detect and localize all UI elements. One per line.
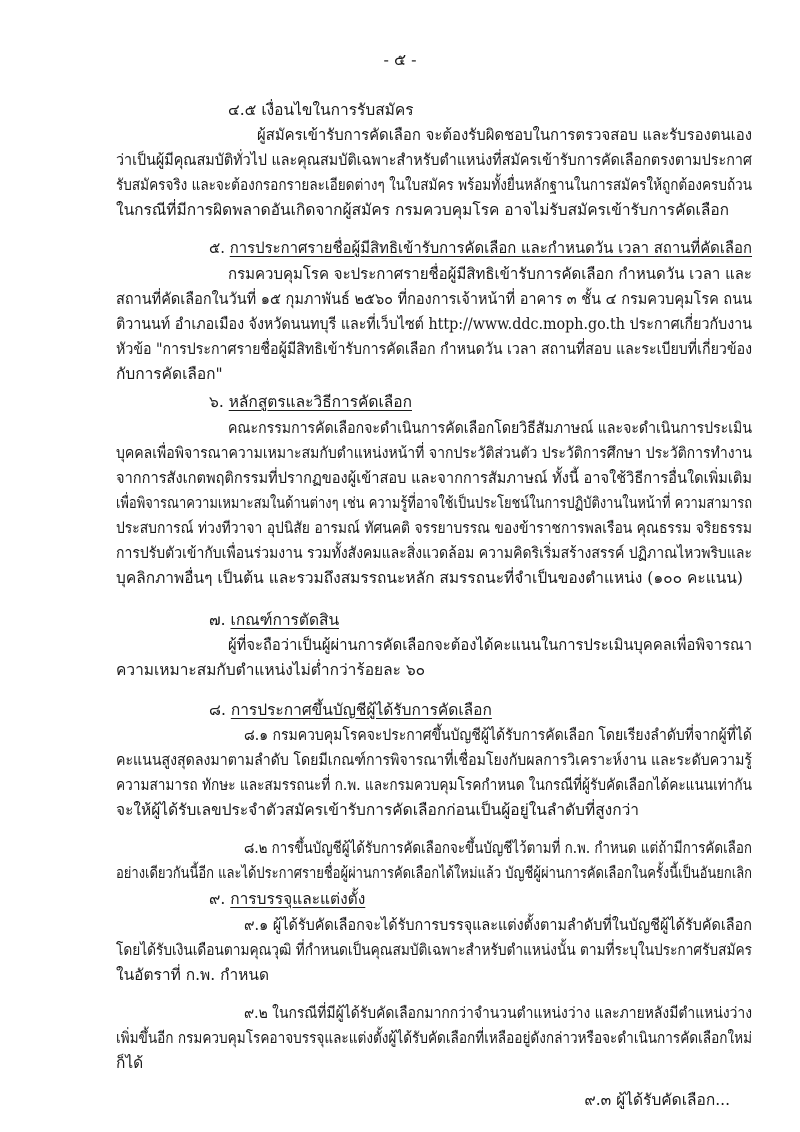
section-5-title: การประกาศรายชื่อผู้มีสิทธิเข้ารับการคัดเลือก และกำหนดวัน เวลา สถานที่คัดเลือก xyxy=(229,239,753,257)
section-9-2-line: เพิ่มขึ้นอีก กรมควบคุมโรคอาจบรรจุและแต่งตั้งผู้ได้รับคัดเลือกที่เหลืออยู่ดังกล่าวหรือจะดำเนินการคัดเลือกใหม่ xyxy=(116,1029,753,1047)
section-9-1-line: ในอัตราที่ ก.พ. กำหนด xyxy=(116,966,270,984)
section-8-1-line: ความสามารถ ทักษะ และสมรรถนะที่ ก.พ. และกรมควบคุมโรคกำหนด ในกรณีที่ผู้รับคัดเลือกได้คะแนนเท่ากัน xyxy=(116,776,753,794)
section-8-1-line: จะให้ผู้ได้รับเลขประจำตัวสมัครเข้ารับการคัดเลือกก่อนเป็นผู้อยู่ในลำดับที่สูงกว่า xyxy=(116,801,640,819)
section-7-line: ความเหมาะสมกับตำแหน่งไม่ต่ำกว่าร้อยละ ๖๐ xyxy=(116,661,426,679)
section-5-line: สถานที่คัดเลือกในวันที่ ๑๕ กุมภาพันธ์ ๒๕๖๐ ที่กองการเจ้าหน้าที่ อาคาร ๓ ชั้น ๔ กรมควบคุมโรค ถนน xyxy=(116,290,753,308)
section-6-number: ๖. xyxy=(209,393,224,411)
section-9-1-line: ๙.๑ ผู้ได้รับคัดเลือกจะได้รับการบรรจุและแต่งตั้งตามลำดับที่ในบัญชีผู้ได้รับคัดเลือก xyxy=(244,916,752,934)
section-8-2-line: อย่างเดียวกันนี้อีก และได้ประกาศรายชื่อผู้ผ่านการคัดเลือกได้ใหม่แล้ว บัญชีผู้ผ่านการคัดเลือกในครั้งนี้เป็นอันยกเลิก xyxy=(116,864,753,882)
section-5-number: ๕. xyxy=(209,239,226,257)
section-5-line: กรมควบคุมโรค จะประกาศรายชื่อผู้มีสิทธิเข้ารับการคัดเลือก กำหนดวัน เวลา และ xyxy=(228,265,752,283)
section-6-line: ประสบการณ์ ท่วงทีวาจา อุปนิสัย อารมณ์ ทัศนคติ จรรยาบรรณ ของข้าราชการพลเรือน คุณธรรม จริยธรรม xyxy=(116,519,753,537)
section-7-title: เกณฑ์การตัดสิน xyxy=(230,611,340,629)
section-7-heading xyxy=(209,608,339,632)
section-4-5-line: รับสมัครจริง และจะต้องกรอกรายละเอียดต่างๆ ในใบสมัคร พร้อมทั้งยื่นหลักฐานในการสมัครให้ถูกต้องครบถ้วน xyxy=(116,176,753,194)
section-4-5-heading: ๔.๕ เงื่อนไขในการรับสมัคร xyxy=(228,101,414,119)
section-7-line: ผู้ที่จะถือว่าเป็นผู้ผ่านการคัดเลือกจะต้องได้คะแนนในการประเมินบุคคลเพื่อพิจารณา xyxy=(228,636,753,654)
section-8-1-line: ๘.๑ กรมควบคุมโรคจะประกาศขึ้นบัญชีผู้ได้รับการคัดเลือก โดยเรียงลำดับที่จากผู้ที่ได้ xyxy=(244,726,753,744)
section-9-number: ๙. xyxy=(209,890,226,908)
section-9-2-line: ก็ได้ xyxy=(116,1054,144,1072)
section-4-5-line: ในกรณีที่มีการผิดพลาดอันเกิดจากผู้สมัคร กรมควบคุมโรค อาจไม่รับสมัครเข้ารับการคัดเลือก xyxy=(116,201,730,219)
section-9-1-line: โดยได้รับเงินเดือนตามคุณวุฒิ ที่กำหนดเป็นคุณสมบัติเฉพาะสำหรับตำแหน่งนั้น ตามที่ระบุในประกาศรับสมัคร xyxy=(116,941,752,959)
section-6-line: บุคคลเพื่อพิจารณาความเหมาะสมกับตำแหน่งหน้าที่ จากประวัติส่วนตัว ประวัติการศึกษา ประวัติการทำงาน xyxy=(116,444,753,462)
section-8-1-line: คะแนนสูงสุดลงมาตามลำดับ โดยมีเกณฑ์การพิจารณาที่เชื่อมโยงกับผลการวิเคราะห์งาน และระดับความรู้ xyxy=(116,751,752,769)
section-5-line: กับการคัดเลือก" xyxy=(116,365,223,383)
section-8-title: การประกาศขึ้นบัญชีผู้ได้รับการคัดเลือก xyxy=(230,701,492,719)
section-6-line: เพื่อพิจารณาความเหมาะสมในด้านต่างๆ เช่น ความรู้ที่อาจใช้เป็นประโยชน์ในการปฏิบัติงานในหน้าที่ ความสามารถ xyxy=(116,494,753,512)
section-9-heading xyxy=(209,887,365,911)
section-8-2-line: ๘.๒ การขึ้นบัญชีผู้ได้รับการคัดเลือกจะขึ้นบัญชีไว้ตามที่ ก.พ. กำหนด แต่ถ้ามีการคัดเลือก xyxy=(244,839,752,857)
section-6-line: จากการสังเกตพฤติกรรมที่ปรากฏของผู้เข้าสอบ และจากการสัมภาษณ์ ทั้งนี้ อาจใช้วิธีการอื่นใดเพิ่มเติม xyxy=(116,469,752,487)
section-6-line: การปรับตัวเข้ากับเพื่อนร่วมงาน รวมทั้งสังคมและสิ่งแวดล้อม ความคิดริเริ่มสร้างสรรค์ ปฏิภาณไหวพริบและ xyxy=(116,544,753,562)
section-8-number: ๘. xyxy=(209,701,226,719)
section-5-line: หัวข้อ "การประกาศรายชื่อผู้มีสิทธิเข้ารับการคัดเลือก กำหนดวัน เวลา สถานที่สอบ และระเบียบที่เกี่ยวข้อง xyxy=(116,340,753,358)
section-5-heading xyxy=(209,236,752,260)
section-4-5-line: ว่าเป็นผู้มีคุณสมบัติทั่วไป และคุณสมบัติเฉพาะสำหรับตำแหน่งที่สมัครเข้ารับการคัดเลือกตรงตามประกาศ xyxy=(116,151,753,169)
section-8-heading xyxy=(209,698,492,722)
section-6-title: หลักสูตรและวิธีการคัดเลือก xyxy=(228,393,412,411)
section-7-number: ๗. xyxy=(209,611,226,629)
page-number: - ๕ - xyxy=(383,50,417,69)
section-6-line: บุคลิกภาพอื่นๆ เป็นต้น และรวมถึงสมรรถนะหลัก สมรรถนะที่จำเป็นของตำแหน่ง (๑๐๐ คะแนน) xyxy=(116,569,743,587)
section-6-heading xyxy=(209,390,412,414)
section-9-title: การบรรจุและแต่งตั้ง xyxy=(230,890,366,908)
section-5-line: ติวานนท์ อำเภอเมือง จังหวัดนนทบุรี และที่เว็บไซต์ http://www.ddc.moph.go.th ประกาศเกี่ยวกับงาน xyxy=(116,315,752,333)
section-6-line: คณะกรรมการคัดเลือกจะดำเนินการคัดเลือกโดยวิธีสัมภาษณ์ และจะดำเนินการประเมิน xyxy=(228,419,752,437)
section-9-2-line: ๙.๒ ในกรณีที่มีผู้ได้รับคัดเลือกมากกว่าจำนวนตำแหน่งว่าง และภายหลังมีตำแหน่งว่าง xyxy=(244,1004,753,1022)
continuation-note: ๙.๓ ผู้ได้รับคัดเลือก... xyxy=(584,1091,730,1109)
section-4-5-line: ผู้สมัครเข้ารับการคัดเลือก จะต้องรับผิดชอบในการตรวจสอบ และรับรองตนเอง xyxy=(257,126,752,144)
